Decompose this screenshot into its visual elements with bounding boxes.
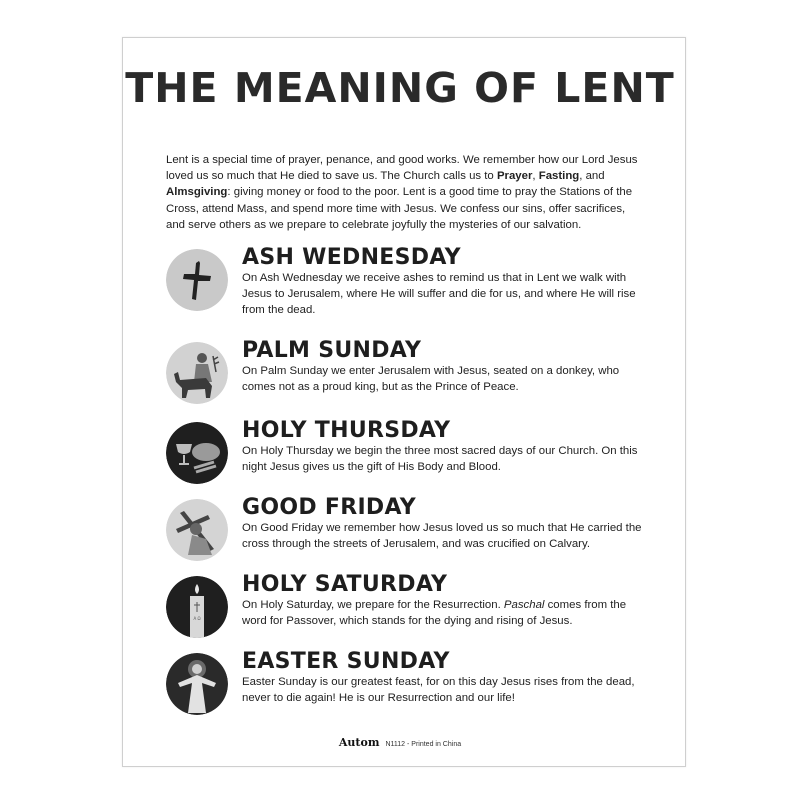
section-text: On Holy Thursday we begin the three most sacred days of our Church. On this night Jesus gives us the gift of His Body and Blood. [242,445,638,473]
section-good-friday [166,495,646,571]
intro-sep-1: , [532,170,539,183]
section-text: On Good Friday we remember how Jesus loved us so much that He carried the cross through the streets of Jerusalem, and was crucified on Calvary. [242,522,642,550]
paschal-candle-icon [166,576,228,638]
page-title: THE MEANING OF LENT [125,64,675,112]
section-text-after: comes from the word for Passover, which stands for the dying and rising of Jesus. [242,599,627,627]
section-holy-thursday [166,418,646,494]
product-code: N1112 - Printed in China [385,741,462,748]
section-text [242,598,642,630]
section-text-italic: Paschal [503,599,545,611]
intro-prayer: Prayer [496,170,533,183]
section-heading: ASH WEDNESDAY [242,245,461,270]
palm-donkey-icon [166,342,228,404]
cross-carrying-icon [166,499,228,561]
section-text: On Palm Sunday we enter Jerusalem with Jesus, seated on a donkey, who comes not as a proud king, but as the Prince of Peace. [242,365,620,393]
section-heading: PALM SUNDAY [242,338,422,363]
brand-logo: Autom [338,736,380,749]
section-text: On Ash Wednesday we receive ashes to remind us that in Lent we walk with Jesus to Jerusalem, where He will suffer and die for us, and where He will rise from the dead. [242,272,636,316]
intro-fasting: Fasting [538,170,580,183]
section-heading: HOLY SATURDAY [242,572,448,597]
section-holy-saturday [166,572,646,648]
footer [0,737,800,751]
risen-christ-icon [166,653,228,715]
section-palm-sunday [166,338,646,414]
intro-paragraph [166,152,638,233]
section-easter-sunday [166,649,646,725]
intro-text-2: : giving money or food to the poor. Lent is a good time to pray the Stations of the Cross, attend Mass, and spend more time with Jesus. We confess our sins, offer sacrifices, and serve others as we prepare to celebrate joyfully the mysteries of our salvation. [166,186,633,231]
intro-sep-2: , and [579,170,605,183]
section-text-before: On Holy Saturday, we prepare for the Resurrection. [242,599,504,611]
section-ash-wednesday [166,245,646,321]
section-heading: HOLY THURSDAY [242,418,451,443]
section-heading: GOOD FRIDAY [242,495,416,520]
intro-almsgiving: Almsgiving [166,186,228,199]
section-text: Easter Sunday is our greatest feast, for on this day Jesus rises from the dead, never to die again! He is our Resurrection and our life! [242,676,635,704]
intro-text-1: Lent is a special time of prayer, penance, and good works. We remember how our Lord Jesus loved us so much that He died to save us. The Church calls us to [166,154,638,183]
chalice-bread-icon [166,422,228,484]
section-heading: EASTER SUNDAY [242,649,450,674]
svg-text:A Ω: A Ω [193,616,201,621]
ash-cross-icon [166,249,228,311]
